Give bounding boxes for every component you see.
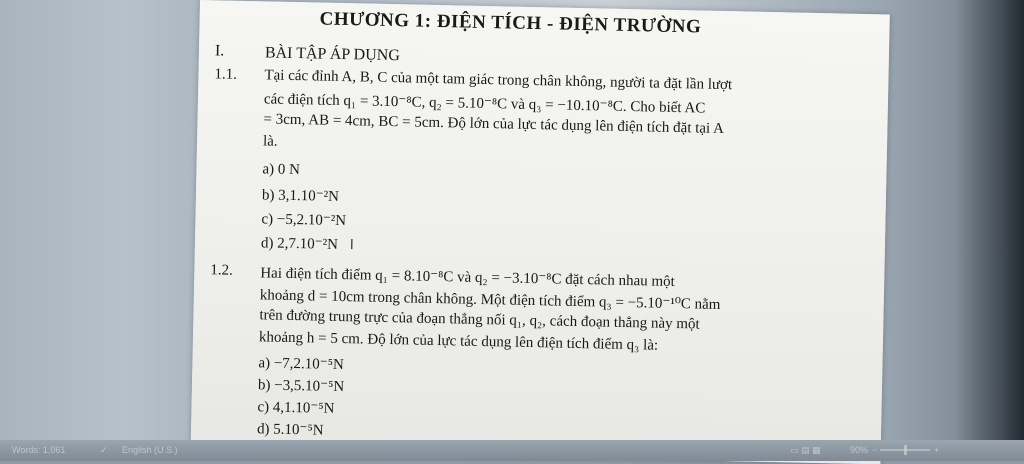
question-1-2-option-b	[258, 375, 345, 396]
option-value: 0 N	[277, 161, 301, 179]
option-value: −5,2.10⁻²N	[276, 211, 347, 230]
word-count[interactable]: Words: 1,061	[12, 445, 66, 455]
option-value: 2,7.10⁻²N	[276, 235, 339, 253]
option-label: c)	[257, 399, 270, 416]
option-label: b)	[257, 377, 271, 394]
question-1-1-option-a	[262, 161, 300, 179]
document-page[interactable]	[191, 0, 890, 464]
zoom-in-icon[interactable]: +	[934, 445, 940, 455]
question-1-1-option-c	[261, 209, 346, 230]
proofing-icon[interactable]: ✓	[100, 445, 108, 455]
option-label: c)	[261, 211, 274, 228]
section-title: BÀI TẬP ÁP DỤNG	[264, 44, 401, 65]
zoom-out-icon[interactable]: −	[872, 445, 878, 455]
option-value: −3,5.10⁻⁵N	[274, 377, 345, 396]
question-1-1-number: 1.1.	[214, 66, 238, 83]
option-value: 5.10⁻⁵N	[273, 421, 324, 439]
option-value: −7,2.10⁻⁵N	[273, 355, 344, 374]
question-1-1-option-b	[262, 185, 339, 206]
question-1-2-option-c	[257, 397, 334, 418]
option-value: 4,1.10⁻⁵N	[272, 399, 335, 417]
option-label: d)	[260, 235, 274, 252]
option-label: a)	[262, 161, 275, 178]
question-1-2-option-d	[257, 419, 324, 439]
question-1-1-line-1: Tại các đỉnh A, B, C của một tam giác trong chân không, người ta đặt lần lượt	[264, 67, 733, 94]
option-value: 3,1.10⁻²N	[278, 187, 340, 205]
view-buttons[interactable]: ▭ ▤ ▦	[790, 445, 821, 455]
question-1-1-line-2: các điện tích q₁ = 3.10⁻⁸C, q₂ = 5.10⁻⁸C và q₃ = −10.10⁻⁸C. Cho biết AC	[263, 91, 706, 117]
zoom-slider-thumb[interactable]	[904, 445, 907, 455]
option-label: b)	[261, 187, 275, 204]
monitor-bezel-shadow	[954, 0, 1024, 461]
question-1-2-line-4: khoảng h = 5 cm. Độ lớn của lực tác dụng lên điện tích điểm q₃ là:	[258, 329, 659, 354]
question-1-2-number: 1.2.	[210, 262, 234, 279]
status-bar	[0, 440, 1024, 461]
question-1-1-line-4: là.	[262, 133, 278, 150]
question-1-2-line-2: khoảng d = 10cm trong chân không. Một điện tích điểm q₃ = −5.10⁻¹⁰C nằm	[259, 287, 721, 313]
language-indicator[interactable]: English (U.S.)	[122, 445, 178, 455]
option-label: a)	[258, 355, 271, 372]
zoom-level[interactable]: 90%	[850, 445, 869, 455]
option-label: d)	[256, 421, 270, 438]
question-1-2-line-1: Hai điện tích điểm q₁ = 8.10⁻⁸C và q₂ = −3.10⁻⁸C đặt cách nhau một	[260, 265, 675, 291]
question-1-2-line-3: trên đường trung trực của đoạn thẳng nối q₁, q₂, cách đoạn thẳng này một	[259, 307, 700, 333]
text-cursor-icon: I	[349, 237, 354, 254]
chapter-title: CHƯƠNG 1: ĐIỆN TÍCH - ĐIỆN TRƯỜNG	[319, 8, 702, 38]
question-1-1-line-3: = 3cm, AB = 4cm, BC = 5cm. Độ lớn của lực tác dụng lên điện tích đặt tại A	[263, 111, 725, 137]
question-1-1-option-d	[261, 233, 354, 254]
section-number: I.	[214, 42, 225, 60]
question-1-2-option-a	[258, 353, 344, 374]
